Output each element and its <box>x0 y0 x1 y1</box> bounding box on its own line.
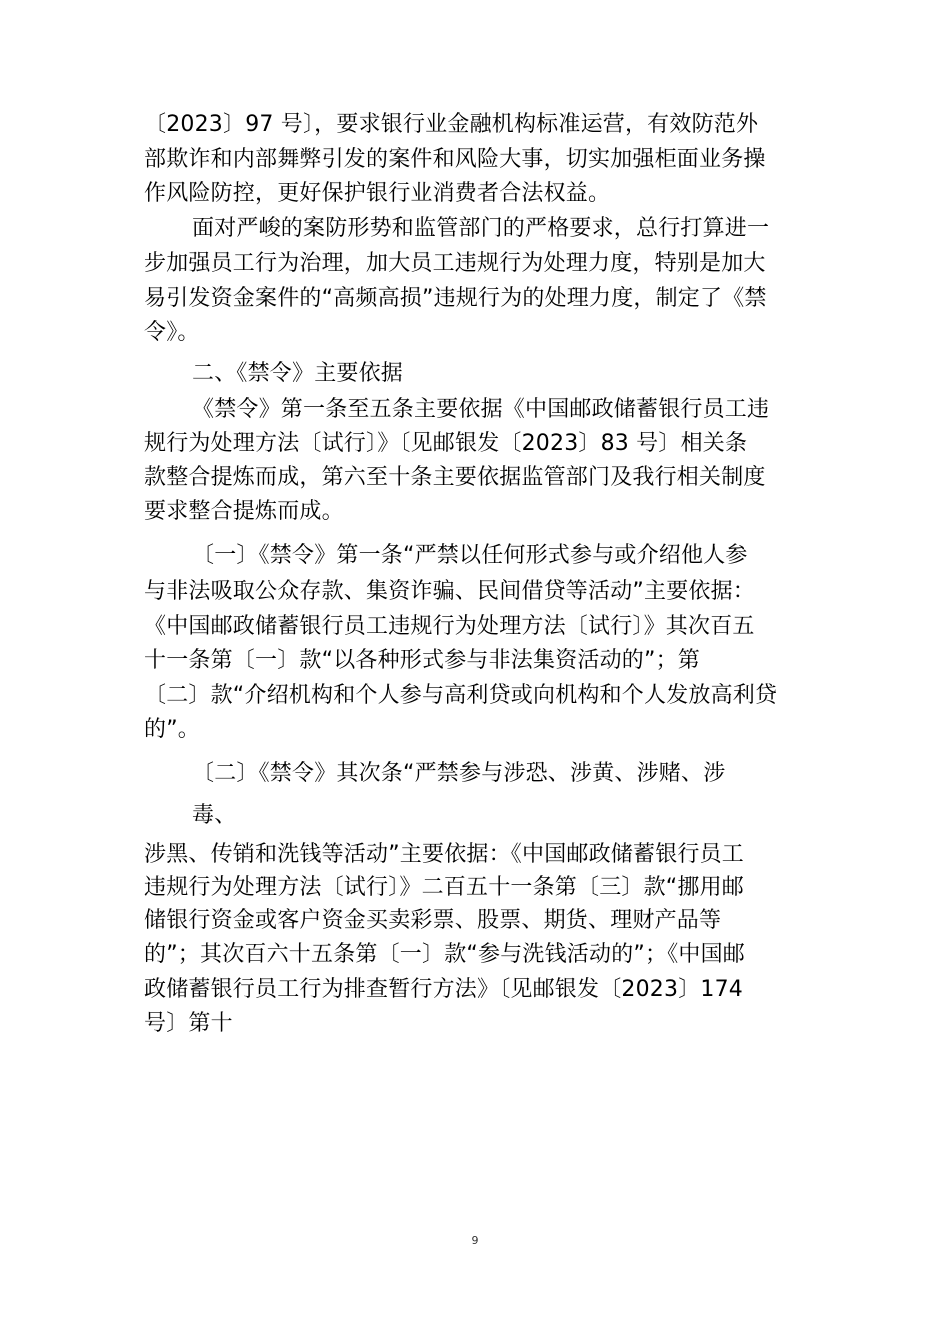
text-line: 步加强员工行为治理，加大员工违规行为处理力度，特别是加大 <box>144 251 766 276</box>
text-line: 的”；其次百六十五条第〔一〕款“参与洗钱活动的”；《中国邮 <box>144 942 745 967</box>
text-line: 政储蓄银行员工行为排查暂行方法》〔见邮银发〔2023〕174 <box>144 977 743 1002</box>
section-heading: 二、《禁令》主要依据 <box>192 361 404 386</box>
text-line: 面对严峻的案防形势和监管部门的严格要求，总行打算进一 <box>192 216 770 241</box>
text-line: 号〕第十 <box>144 1011 233 1036</box>
text-line: 〔2023〕97 号〕，要求银行业金融机构标准运营，有效防范外 <box>144 112 759 137</box>
text-line: 作风险防控，更好保护银行业消费者合法权益。 <box>144 181 611 206</box>
text-line: 〔二〕《禁令》其次条“严禁参与涉恐、涉黄、涉赌、涉 <box>192 761 726 786</box>
text-line: 部欺诈和内部舞弊引发的案件和风险大事，切实加强柜面业务操 <box>144 147 766 172</box>
text-line: 款整合提炼而成，第六至十条主要依据监管部门及我行相关制度 <box>144 465 766 490</box>
text-line: 〔二〕款“介绍机构和个人参与高利贷或向机构和个人发放高利贷 <box>144 683 778 708</box>
text-line: 要求整合提炼而成。 <box>144 499 344 524</box>
text-line: 与非法吸取公众存款、集资诈骗、民间借贷等活动”主要依据： <box>144 579 755 604</box>
text-line: 《禁令》第一条至五条主要依据《中国邮政储蓄银行员工违 <box>192 397 770 422</box>
text-line: 涉黑、传销和洗钱等活动”主要依据：《中国邮政储蓄银行员工 <box>144 842 744 867</box>
text-line: 的”。 <box>144 717 200 742</box>
text-line: 《中国邮政储蓄银行员工违规行为处理方法〔试行〕》其次百五 <box>144 614 755 639</box>
text-line: 规行为处理方法〔试行〕》〔见邮银发〔2023〕83 号〕相关条 <box>144 431 748 456</box>
text-line: 毒、 <box>192 803 237 828</box>
text-line: 令》。 <box>144 320 200 345</box>
text-line: 十一条第〔一〕款“以各种形式参与非法集资活动的”；第 <box>144 648 700 673</box>
text-line: 易引发资金案件的“高频高损”违规行为的处理力度，制定了《禁 <box>144 286 767 311</box>
page-number: 9 <box>471 1234 479 1247</box>
text-line: 储银行资金或客户资金买卖彩票、股票、期货、理财产品等 <box>144 908 722 933</box>
text-line: 〔一〕《禁令》第一条“严禁以任何形式参与或介绍他人参 <box>192 543 748 568</box>
text-line: 违规行为处理方法〔试行〕》二百五十一条第〔三〕款“挪用邮 <box>144 875 744 900</box>
